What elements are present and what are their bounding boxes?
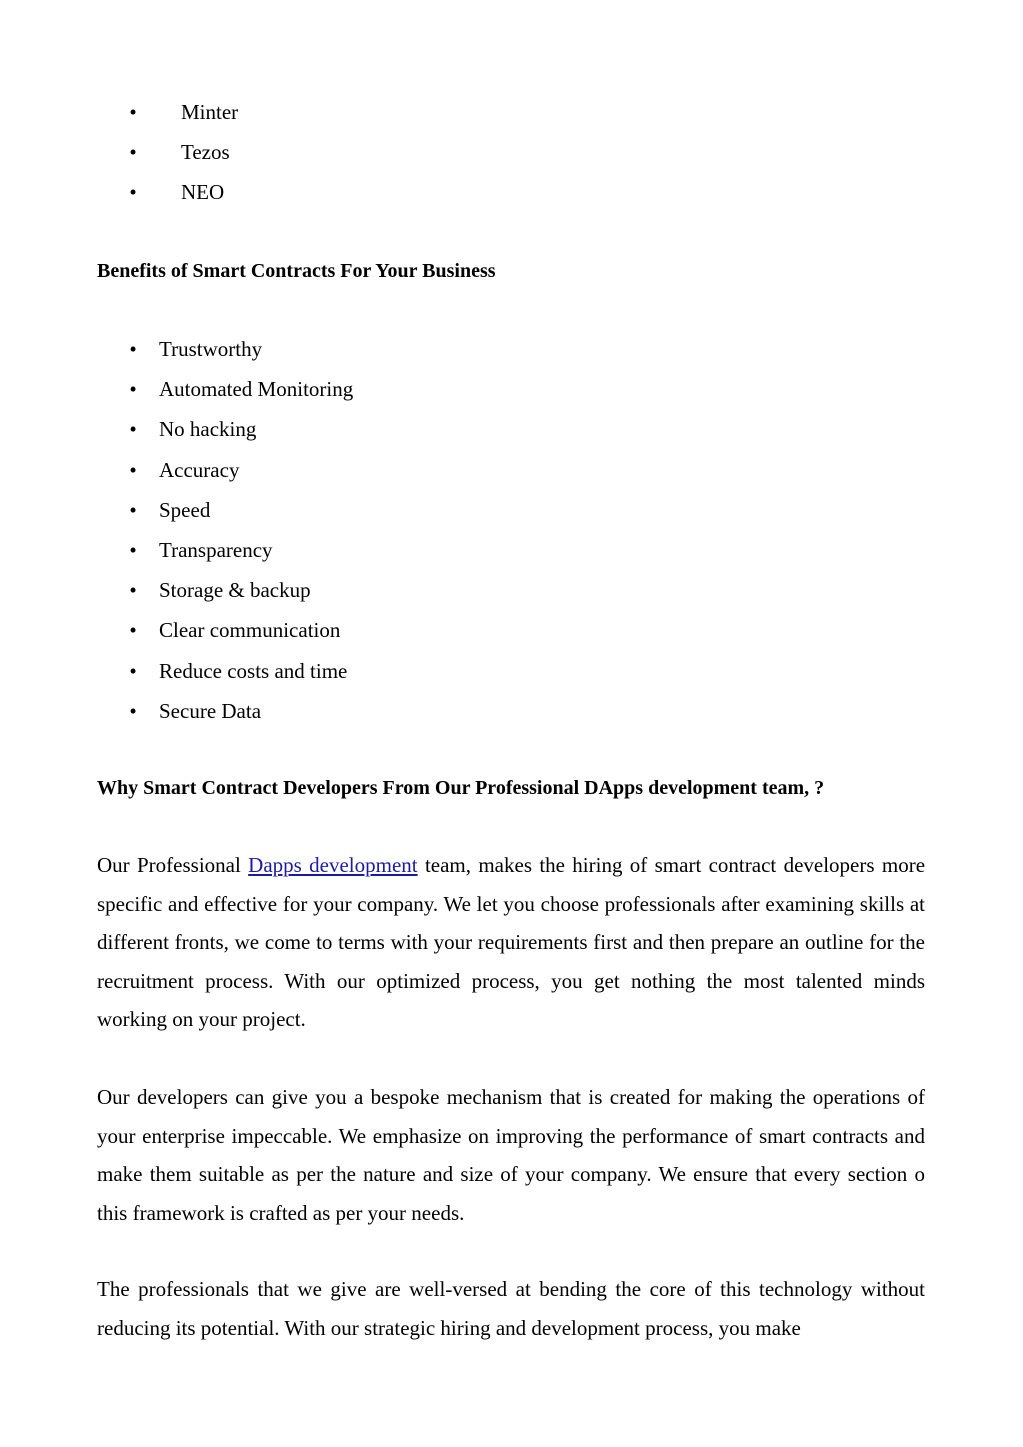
bullet-icon: •	[129, 180, 137, 204]
list-item-label: No hacking	[159, 417, 257, 442]
bullet-icon: •	[129, 377, 137, 402]
list-item-label: Secure Data	[159, 698, 262, 723]
paragraph-developers: Our developers can give you a bespoke mechanism that is created for making the operations of your enterprise impeccable. We emphasize on improving the performance of smart contracts and make them suitable as per the nature and size of your company. We ensure that every section o this framework is crafted as per your needs.	[97, 1085, 925, 1225]
bullet-icon: •	[129, 457, 137, 482]
list-item-label: Accuracy	[159, 457, 240, 482]
bullet-icon: •	[129, 658, 137, 683]
why-heading: Why Smart Contract Developers From Our Professional DApps development team, ?	[97, 777, 825, 799]
bullet-icon: •	[129, 537, 137, 562]
list-item-label: NEO	[181, 180, 225, 204]
list-item-label: Minter	[181, 100, 239, 124]
list-item-label: Tezos	[181, 140, 230, 164]
list-item-label: Transparency	[159, 537, 273, 562]
bullet-icon: •	[129, 140, 137, 164]
benefits-heading: Benefits of Smart Contracts For Your Business	[97, 260, 496, 282]
list-item-label: Speed	[159, 497, 211, 522]
bullet-icon: •	[129, 100, 137, 124]
list-item-label: Clear communication	[159, 618, 341, 643]
paragraph-text: Our Professional	[97, 853, 249, 877]
bullet-icon: •	[129, 618, 137, 643]
bullet-icon: •	[129, 337, 137, 361]
paragraph-text: team, makes the hiring of smart contract developers more specific and effective for your company. We let you choose professionals after examining skills at different fronts, we come to terms with your requirements first and then prepare an outline for the recruitment process. With our optimized process, you get nothing the most talented minds working on your project.	[97, 853, 926, 1032]
list-item-label: Automated Monitoring	[159, 377, 354, 402]
bullet-icon: •	[129, 698, 137, 723]
list-item-label: Reduce costs and time	[159, 658, 348, 683]
bullet-icon: •	[129, 578, 137, 603]
list-item-label: Trustworthy	[159, 337, 263, 361]
bullet-icon: •	[129, 417, 137, 442]
paragraph-intro	[97, 846, 925, 1039]
bullet-icon: •	[129, 497, 137, 522]
list-item-label: Storage & backup	[159, 578, 311, 603]
paragraph-professionals: The professionals that we give are well-versed at bending the core of this technology without reducing its potential. With our strategic hiring and development process, you make	[97, 1277, 925, 1340]
dapps-development-link[interactable]: Dapps development	[248, 853, 418, 877]
